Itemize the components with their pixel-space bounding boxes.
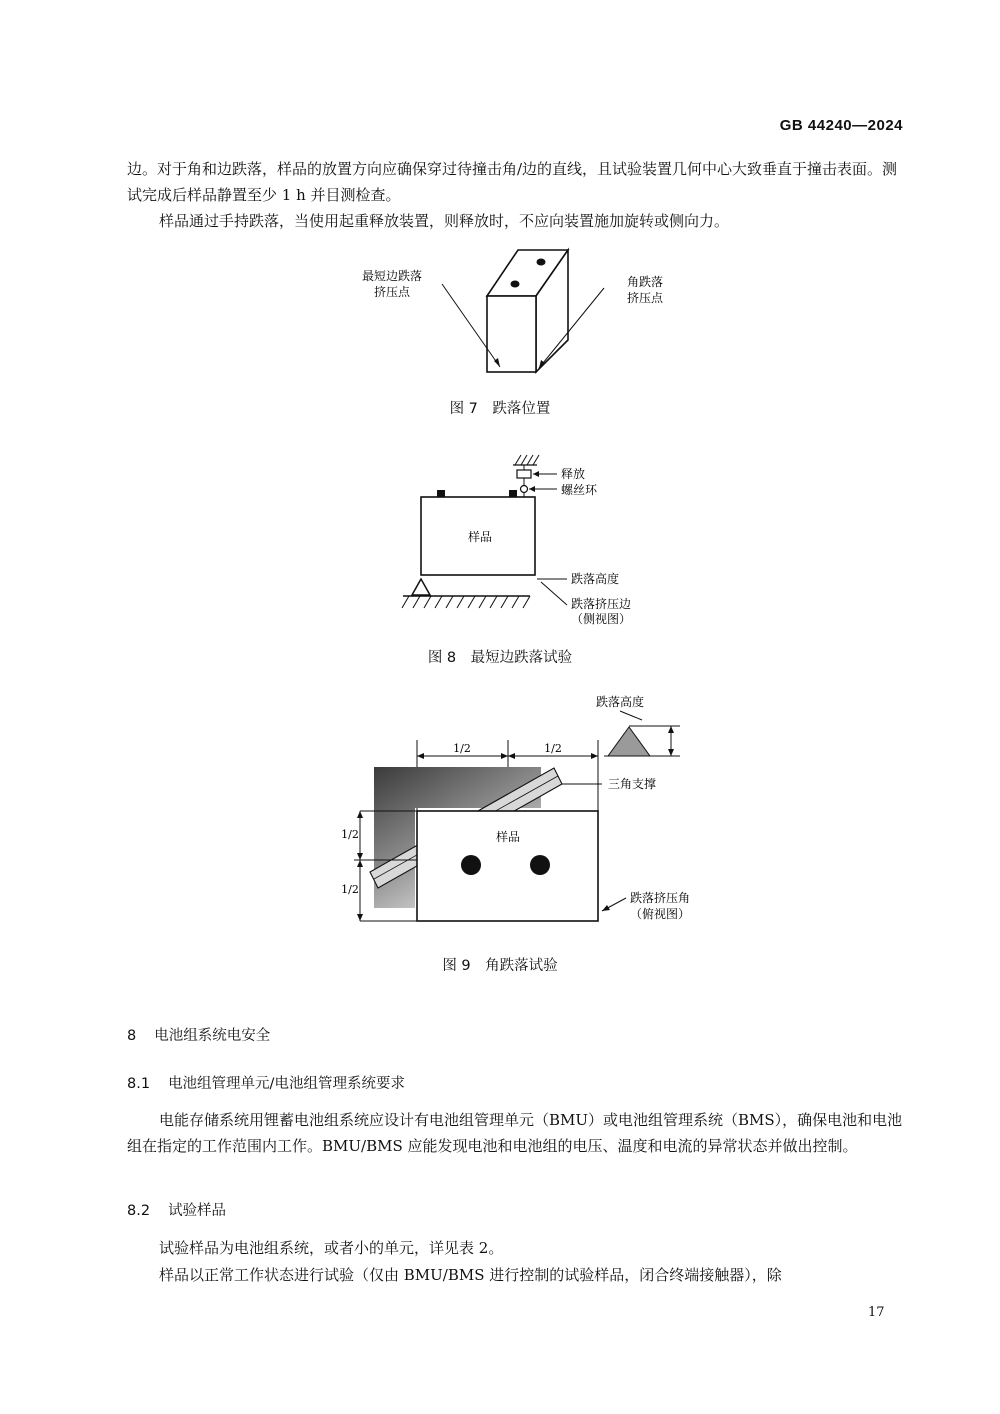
- label-sample: 样品: [467, 530, 493, 544]
- terminal-dot: [511, 281, 520, 288]
- triangle-support: [412, 579, 430, 595]
- label-half-top-right: 1/2: [544, 742, 562, 755]
- terminal-dot: [537, 259, 546, 266]
- label-corner-drop: 角跌落: [626, 275, 664, 289]
- section-8-1-heading: [127, 1072, 405, 1093]
- paragraph-release: 样品通过手持跌落，当使用起重释放装置，则释放时，不应向装置施加旋转或侧向力。: [159, 212, 730, 230]
- battery-block-3d: [487, 250, 568, 372]
- standard-code: GB 44240—2024: [779, 117, 903, 134]
- sample-block: [417, 811, 598, 921]
- terminal-dot: [530, 855, 550, 875]
- paragraph-bms-requirement: 电能存储系统用锂蓄电池组系统应设计有电池组管理单元（BMU）或电池组管理系统（BMS），确保电池和电池组在指定的工作范围内工作。BMU/BMS 应能发现电池和电池组的电压、温度和电流的异常状态并做出控制。: [127, 1111, 903, 1155]
- label-eyebolt: 螺丝环: [561, 483, 598, 497]
- section-8-2-title: 试验样品: [168, 1203, 227, 1219]
- figure-9-corner-drop: [330, 690, 710, 945]
- section-8-heading: [127, 1024, 270, 1045]
- terminal-dot: [461, 855, 481, 875]
- label-half-left-lower: 1/2: [341, 883, 359, 896]
- section-8-2-number: 8.2: [127, 1203, 151, 1219]
- label-shortest-edge: 最短边跌落: [361, 269, 423, 283]
- section-8-number: 8: [127, 1028, 137, 1044]
- label-release: 释放: [561, 467, 586, 481]
- figure-9-caption: 图 9 角跌落试验: [442, 958, 558, 974]
- label-crush-point-left: 挤压点: [373, 285, 411, 299]
- label-triangle-support: 三角支撑: [608, 777, 657, 791]
- figure-7-drop-position: [350, 240, 690, 390]
- label-half-top-left: 1/2: [453, 742, 471, 755]
- label-drop-height: 跌落高度: [595, 695, 645, 709]
- section-8-1-title: 电池组管理单元/电池组管理系统要求: [168, 1076, 405, 1092]
- paragraph-test-sample: 试验样品为电池组系统，或者小的单元，详见表 2。: [159, 1239, 504, 1257]
- label-drop-height: 跌落高度: [571, 572, 620, 586]
- label-crush-edge: 跌落挤压边: [571, 597, 632, 611]
- label-crush-point-right: 挤压点: [626, 291, 664, 305]
- label-crush-corner: 跌落挤压角: [630, 891, 691, 905]
- figure-7-caption: 图 7 跌落位置: [449, 401, 551, 417]
- figure-8-shortest-edge-drop: [395, 448, 645, 633]
- paragraph-test-condition: 样品以正常工作状态进行试验（仅由 BMU/BMS 进行控制的试验样品，闭合终端接触器），除: [159, 1266, 782, 1284]
- page-number: 17: [868, 1305, 885, 1320]
- section-8-title: 电池组系统电安全: [154, 1028, 271, 1044]
- section-8-2-heading: [127, 1199, 226, 1220]
- figure-8-caption: 图 8 最短边跌落试验: [427, 650, 573, 666]
- triangle-support-diagram: [608, 727, 650, 756]
- label-sample: 样品: [495, 830, 521, 844]
- section-8-1-number: 8.1: [127, 1076, 151, 1092]
- label-top-view: （俯视图）: [630, 907, 691, 921]
- label-side-view: （侧视图）: [571, 612, 632, 626]
- paragraph-drop-orientation: 边。对于角和边跌落，样品的放置方向应确保穿过待撞击角/边的直线，且试验装置几何中心大致垂直于撞击表面。测试完成后样品静置至少 1 h 并目测检查。: [127, 160, 898, 204]
- label-half-left-upper: 1/2: [341, 828, 359, 841]
